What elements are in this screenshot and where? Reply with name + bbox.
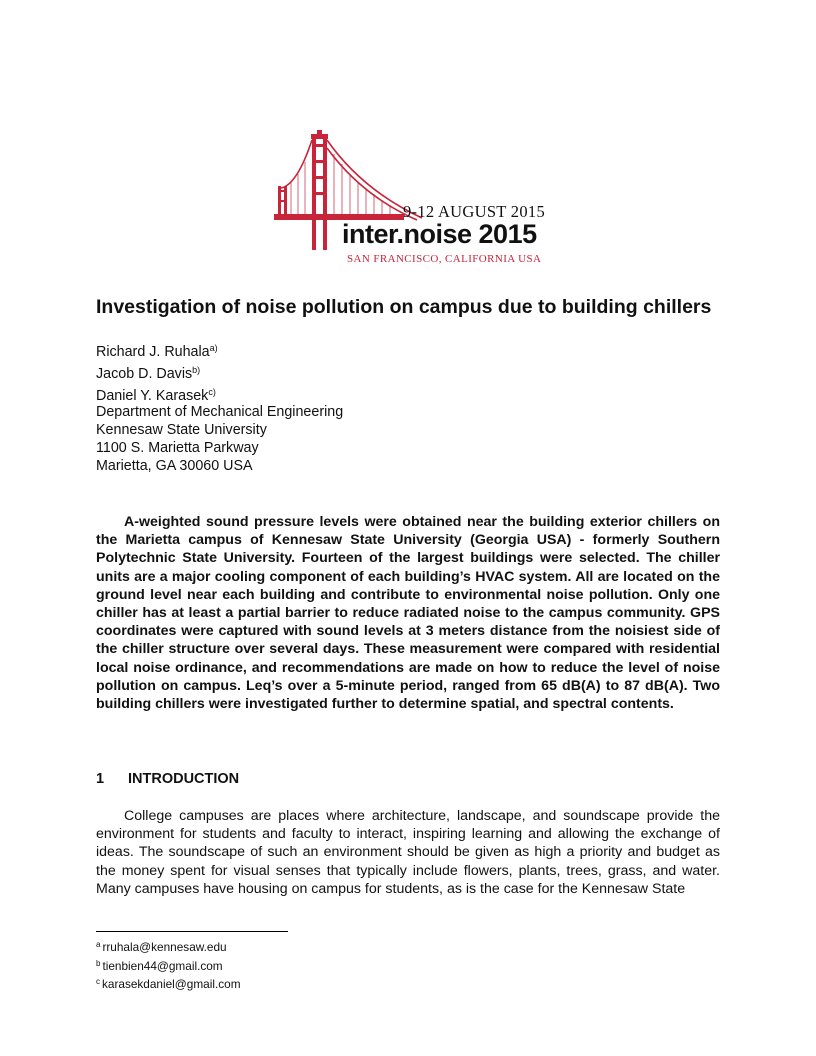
conference-date: 9-12 AUGUST 2015 [403,202,546,221]
author-mark: c) [208,387,216,397]
footnote-item [96,956,241,975]
author-item: Jacob D. Davis$^{b)}$ [96,365,201,382]
footnote-email[interactable]: karasekdaniel@gmail.com [102,977,241,991]
affiliation [96,403,343,475]
section-number: 1 [96,771,105,787]
paper-title: Investigation of noise pollution on campus due to building chillers [96,296,712,318]
intro-paragraph: College campuses are places where architecture, landscape, and soundscape provide the environment for students and faculty to interact, inspiring learning and allowing the exchange of ideas. The soundscape of such an environment should be given as high a priority and budget as the money spent for visual senses that typically include flowers, plants, trees, grass, and water. Many campuses have housing on campus for students, as is the case for the Kennesaw State [96,808,720,897]
footnote-item [96,974,241,993]
author-item: Daniel Y. Karasek$^{c)}$ [96,387,216,404]
affiliation-line: Marietta, GA 30060 USA [96,458,253,474]
footnote-email[interactable]: tienbien44@gmail.com [102,958,223,973]
section-heading [96,771,239,787]
footnote-mark: b [96,958,101,968]
footnote-item [96,937,241,956]
author-list [96,339,218,405]
affiliation-line: Kennesaw State University [96,422,267,438]
footnotes [96,937,241,993]
conference-name: inter.noise 2015 [342,219,537,249]
affiliation-line: 1100 S. Marietta Parkway [96,440,259,456]
section-title: INTRODUCTION [128,771,240,787]
footnote-mark: a [96,940,101,949]
author-item: Richard J. Ruhala$^{a)}$ [96,343,218,360]
footnote-mark: c [96,977,100,986]
affiliation-line: Department of Mechanical Engineering [96,404,344,420]
conference-location: SAN FRANCISCO, CALIFORNIA USA [347,253,542,265]
author-mark: b) [192,365,201,375]
footnote-email[interactable]: rruhala@kennesaw.edu [102,940,227,954]
abstract: A-weighted sound pressure levels were obtained near the building exterior chillers on the Marietta campus of Kennesaw State University (Georgia USA) - formerly Southern Polytechnic State University. Fourteen of the largest buildings were selected. The chiller units are a major cooling component of each building’s HVAC system. All are located on the ground level near each building and contribute to environmental noise pollution. Only one chiller has at least a partial barrier to reduce radiated noise to the campus community. GPS coordinates were captured with sound levels at 3 meters distance from the noisiest side of the chiller structure over several days. These measurement were compared with residential local noise ordinance, and recommendations are made on how to reduce the level of noise pollution on campus. Leq’s over a 5-minute period, ranged from 65 dB(A) to 87 dB(A). Two building chillers were investigated further to determine spatial, and spectral contents. [96,514,720,713]
author-mark: a) [209,343,218,353]
footnote-divider [96,931,288,932]
conference-logo [272,130,548,270]
